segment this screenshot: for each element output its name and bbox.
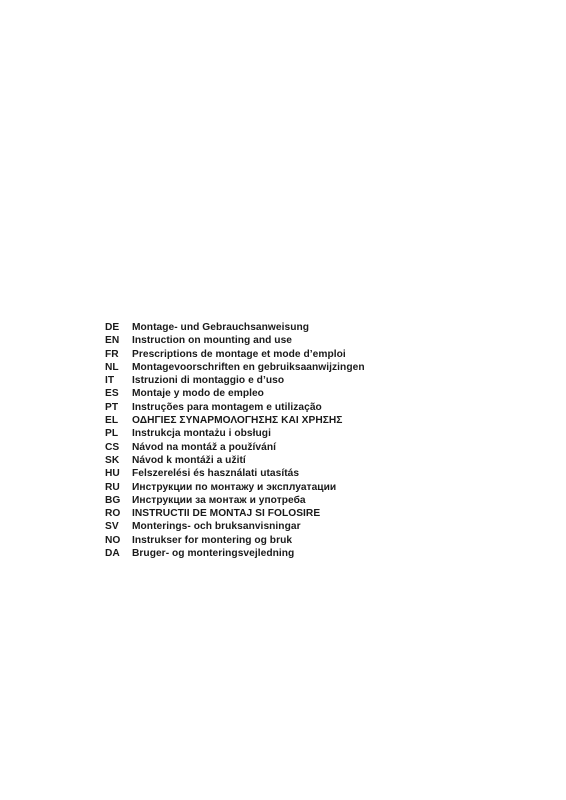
language-row-ro	[105, 507, 365, 520]
language-title: Bruger- og monteringsvejledning	[132, 548, 295, 560]
language-code: DA	[105, 548, 120, 560]
language-title: INSTRUCTII DE MONTAJ SI FOLOSIRE	[132, 508, 321, 520]
language-title: Istruzioni di montaggio e d’uso	[132, 375, 285, 387]
language-row-cs	[105, 441, 365, 454]
language-title: Instrukcja montażu i obsługi	[132, 428, 271, 440]
language-row-bg	[105, 494, 365, 507]
language-code: HU	[105, 468, 120, 480]
language-code: EL	[105, 415, 119, 427]
language-code: NO	[105, 534, 121, 546]
language-code: FR	[105, 348, 119, 360]
language-title: ΟΔΗΓΙΕΣ ΣΥΝΑΡΜΟΛΟΓΗΣΗΣ ΚΑΙ ΧΡΗΣΗΣ	[132, 415, 343, 427]
language-code: PL	[105, 428, 119, 440]
language-code: BG	[105, 494, 121, 506]
language-row-sk	[105, 454, 365, 467]
language-code: ES	[105, 388, 119, 400]
language-title: Instruction on mounting and use	[132, 335, 293, 347]
language-code: RU	[105, 481, 120, 493]
language-row-el	[105, 414, 365, 427]
language-code: PT	[105, 401, 119, 413]
language-title: Felszerelési és használati utasítás	[132, 468, 300, 480]
language-title: Инструкции за монтаж и употреба	[132, 494, 306, 506]
language-title: Montaje y modo de empleo	[132, 388, 264, 400]
language-title: Prescriptions de montage et mode d’emploi	[132, 348, 346, 360]
language-row-hu	[105, 467, 365, 480]
language-title: Instrukser for montering og bruk	[132, 534, 293, 546]
language-code: RO	[105, 508, 121, 520]
language-title: Návod k montáži a užití	[132, 454, 246, 466]
language-title: Инструкции по монтажу и эксплуатации	[132, 481, 337, 493]
language-title: Instruções para montagem e utilização	[132, 401, 322, 413]
language-row-no	[105, 534, 365, 547]
language-row-sv	[105, 520, 365, 533]
language-title: Monterings- och bruksanvisningar	[132, 521, 301, 533]
language-title: Montage- und Gebrauchsanweisung	[132, 322, 310, 333]
language-list	[105, 321, 365, 560]
language-row-es	[105, 387, 365, 400]
language-row-it	[105, 374, 365, 387]
language-title: Montagevoorschriften en gebruiksaanwijzingen	[132, 361, 365, 373]
language-row-da	[105, 547, 365, 560]
language-code: CS	[105, 441, 120, 453]
language-code: SV	[105, 521, 119, 533]
language-code: SK	[105, 454, 120, 466]
language-title: Návod na montáž a používání	[132, 441, 276, 453]
language-row-fr	[105, 348, 365, 361]
language-row-pl	[105, 427, 365, 440]
language-code: EN	[105, 335, 120, 347]
language-row-de	[105, 321, 365, 334]
language-row-ru	[105, 481, 365, 494]
language-code: NL	[105, 361, 119, 373]
language-row-nl	[105, 361, 365, 374]
language-code: DE	[105, 322, 120, 333]
language-row-pt	[105, 401, 365, 414]
language-code: IT	[105, 375, 115, 387]
language-row-en	[105, 334, 365, 347]
